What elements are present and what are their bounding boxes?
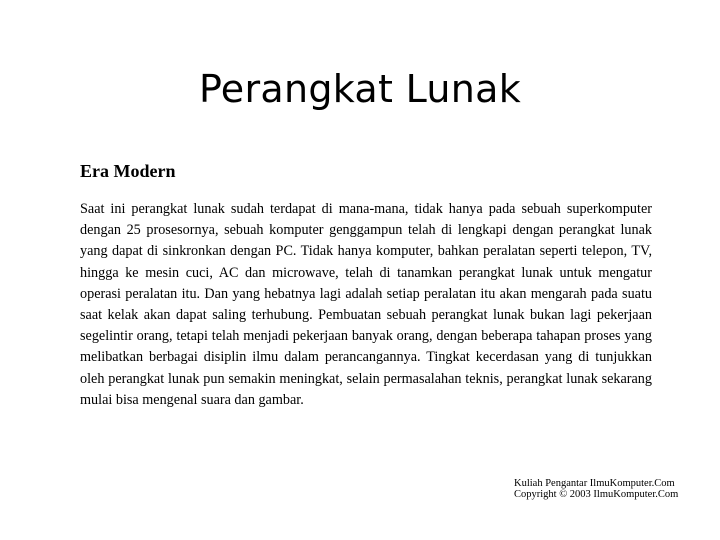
credit-line: Kuliah Pengantar IlmuKomputer.Com	[514, 478, 675, 489]
slide-title: Perangkat Lunak	[198, 67, 522, 112]
paragraph-line: mulai bisa mengenal suara dan gambar.	[80, 391, 304, 408]
body-paragraph	[80, 199, 652, 411]
paragraph-line: dengan 25 prosesornya, sebuah komputer genggampun telah di lengkapi dengan perangkat lunak	[80, 222, 652, 239]
paragraph-line: segelintir orang, tetapi telah menjadi pekerjaan banyak orang, dengan beberapa tahapan proses yang	[80, 328, 652, 345]
paragraph-line: hingga ke mesin cuci, AC dan microwave, telah di tanamkan perangkat lunak untuk mengatur	[80, 264, 652, 281]
section-heading: Era Modern	[80, 161, 176, 181]
paragraph-line: saat kelak akan dapat saling terhubung. Pembuatan sebuah perangkat lunak bukan lagi pekerjaan	[80, 307, 652, 324]
paragraph-line: yang dapat di sinkronkan dengan PC. Tidak hanya komputer, bahkan peralatan seperti telepon, TV,	[80, 243, 652, 260]
copyright-line: Copyright © 2003 IlmuKomputer.Com	[514, 489, 679, 500]
paragraph-line: oleh perangkat lunak pun semakin meningkat, selain permasalahan teknis, perangkat lunak sekarang	[80, 370, 652, 387]
paragraph-line: melibatkan berbagai disiplin ilmu dalam perancangannya. Tingkat kecerdasan yang di tunjukkan	[80, 349, 652, 366]
scanned-document	[80, 160, 652, 411]
paragraph-line: operasi peralatan itu. Dan yang hebatnya lagi adalah setiap peralatan itu akan mengarah pada suatu	[80, 285, 652, 302]
paragraph-line: Saat ini perangkat lunak sudah terdapat di mana-mana, tidak hanya pada sebuah superkomputer	[80, 201, 652, 217]
source-credit	[514, 478, 678, 500]
